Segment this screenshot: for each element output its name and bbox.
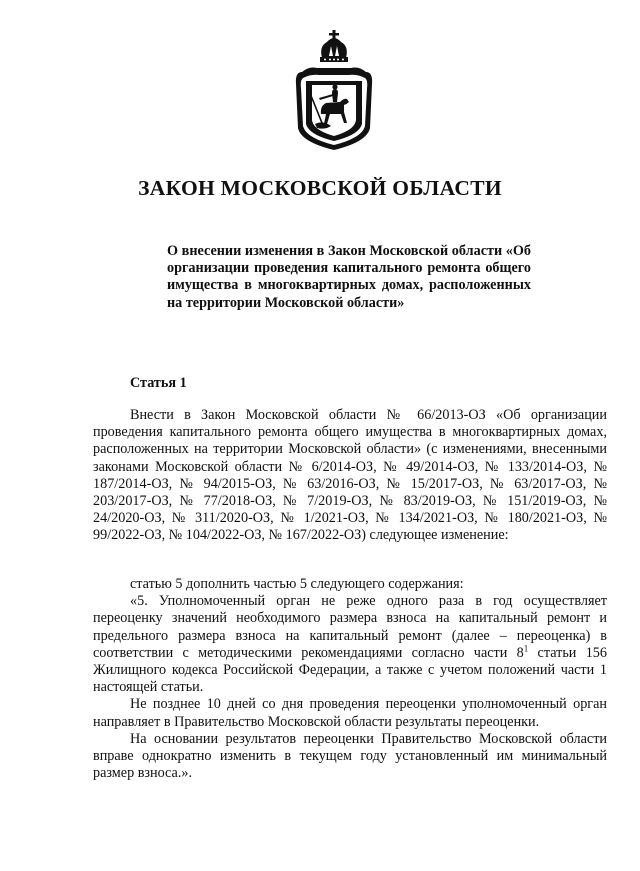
document-title: ЗАКОН МОСКОВСКОЙ ОБЛАСТИ: [138, 176, 502, 200]
results-paragraph: На основании результатов переоценки Правительство Московской области вправе однократно изменить в текущем году установленный им минимальный размер взноса.».: [93, 730, 607, 782]
intro-paragraph: Внести в Закон Московской области № 66/2013-ОЗ «Об организации проведения капитального ремонта общего имущества в многоквартирных домах, расположенных на территории Московской области» (с изменениями, внесенными законами Московской области № 6/2014-ОЗ, № 49/2014-ОЗ, № 133/2014-ОЗ, № 187/2014-ОЗ, № 94/2015-ОЗ, № 63/2016-ОЗ, № 15/2017-ОЗ, № 63/2017-ОЗ, № 203/2017-ОЗ, № 77/2018-ОЗ, № 7/2019-ОЗ, № 83/2019-ОЗ, № 151/2019-ОЗ, № 24/2020-ОЗ, № 311/2020-ОЗ, № 1/2021-ОЗ, № 134/2021-ОЗ, № 180/2021-ОЗ, № 99/2022-ОЗ, № 104/2022-ОЗ, № 167/2022-ОЗ) следующее изменение:: [93, 407, 607, 544]
deadline-paragraph: Не позднее 10 дней со дня проведения переоценки уполномоченный орган направляет в Правительство Московской области результаты переоценки.: [93, 696, 607, 730]
coat-of-arms-icon: [289, 28, 379, 152]
document-subtitle: О внесении изменения в Закон Московской области «Об организации проведения капитального ремонта общего имущества в многоквартирных домах, расположенных на территории Московской области»: [167, 243, 531, 311]
item-5-text-b: статьи 156 Жилищного кодекса Российской Федерации, а также с учетом положений части 1 настоящей статьи.: [93, 644, 607, 696]
amendment-intro: статью 5 дополнить частью 5 следующего содержания:: [130, 576, 464, 592]
article-heading: Статья 1: [130, 375, 187, 391]
item-5-superscript: 1: [523, 643, 529, 654]
article-body-intro: [93, 407, 607, 545]
article-body-amendment: [93, 576, 607, 782]
item-5-text-a: «5. Уполномоченный орган не реже одного раза в год осуществляет переоценку значений необходимого размера взноса на капитальный ремонт и предельного размера взноса на капитальный ремонт (далее – переоценка) в соответствии с методическими рекомендациями согласно части 8: [93, 593, 607, 661]
item-5-paragraph: [93, 593, 607, 696]
